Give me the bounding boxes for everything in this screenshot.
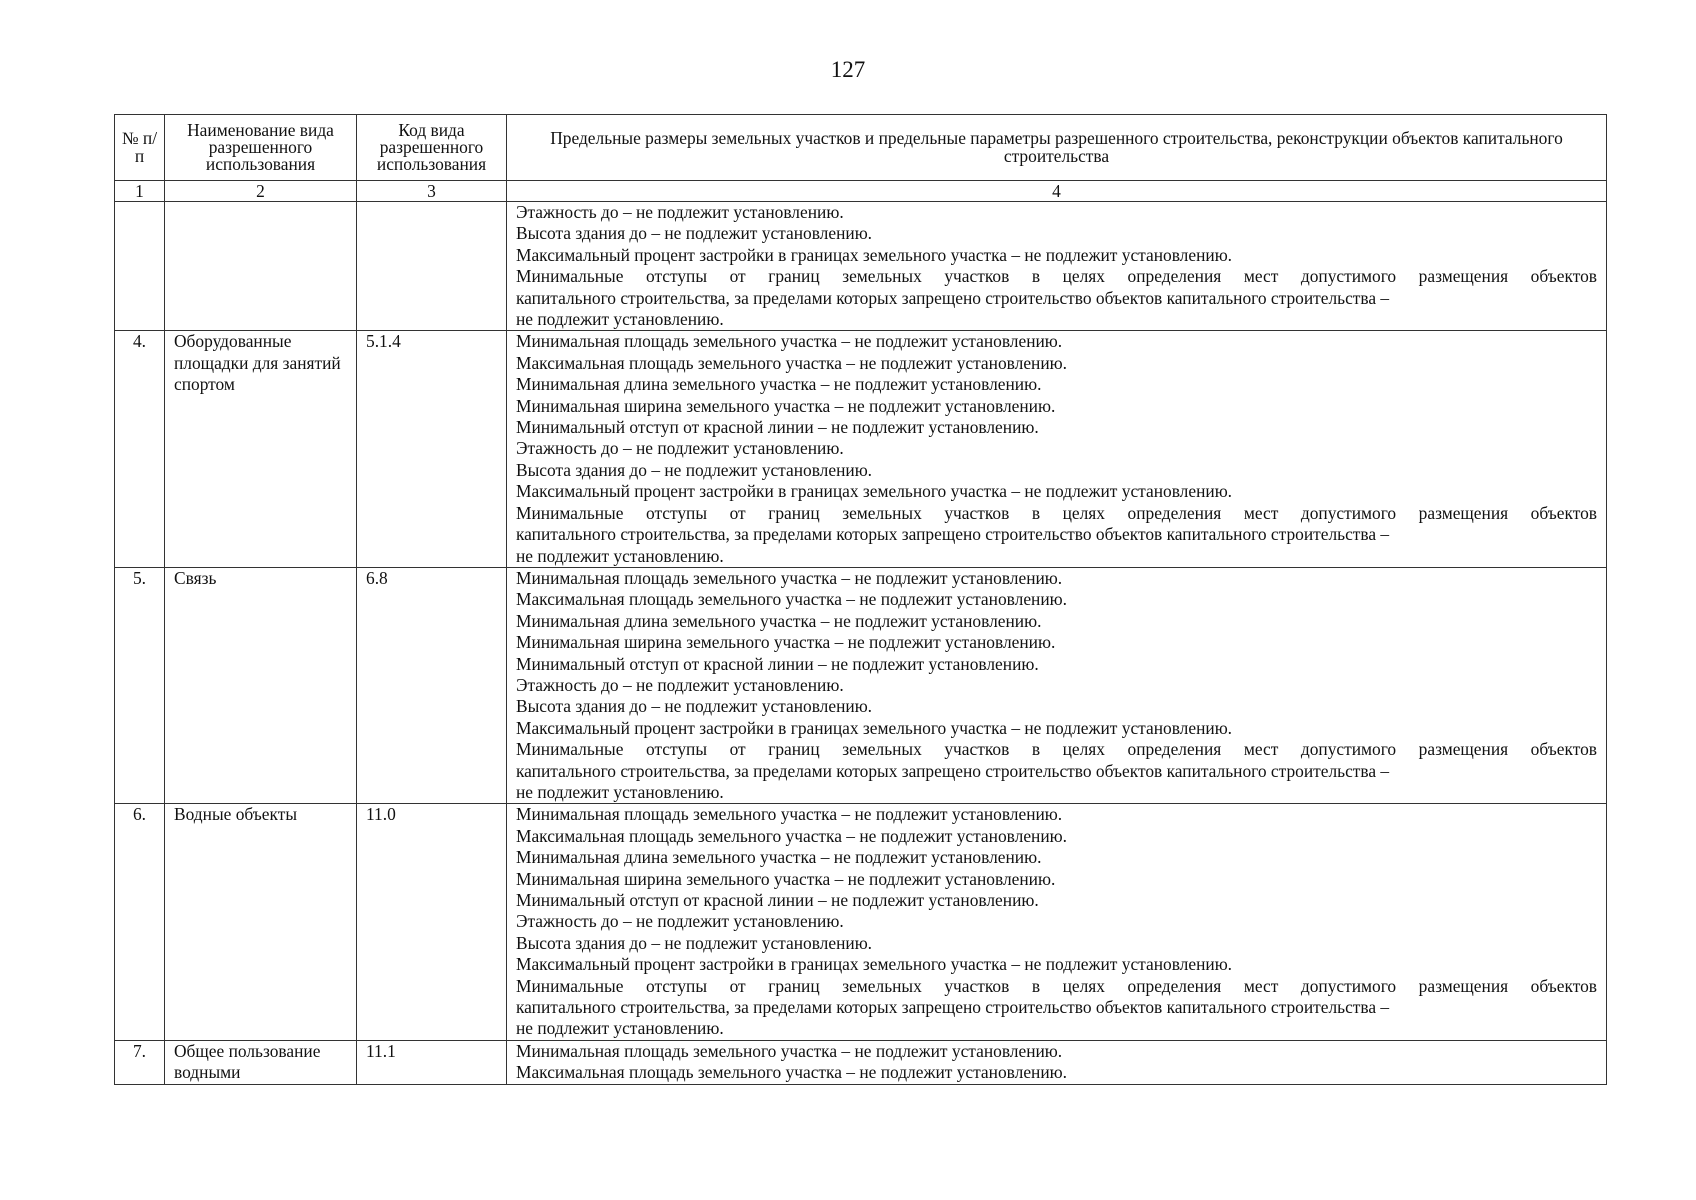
parameter-line: Минимальная длина земельного участка – не подлежит установлению.: [516, 847, 1042, 868]
parameters-cell: [507, 1040, 1607, 1084]
use-name: Оборудованные площадки для занятий спортом: [165, 331, 357, 567]
parameter-line: не подлежит установлению.: [516, 545, 724, 566]
parameter-line: Этажность до – не подлежит установлению.: [516, 202, 844, 222]
parameter-line: Высота здания до – не подлежит установлению.: [516, 696, 873, 717]
parameter-line: Минимальный отступ от красной линии – не подлежит установлению.: [516, 890, 1039, 910]
table-row: [115, 331, 1607, 567]
use-code: 11.0: [357, 804, 507, 1040]
header-use-name: Наименование вида разрешенного использования: [165, 115, 357, 181]
parameter-line: Минимальные отступы от границ земельных участков в целях определения мест допустимого размещения объектов: [516, 975, 1597, 996]
parameter-line: Максимальный процент застройки в границах земельного участка – не подлежит установлению.: [516, 481, 1233, 502]
parameter-line: Минимальные отступы от границ земельных участков в целях определения мест допустимого размещения объектов: [516, 502, 1597, 523]
parameter-line: Максимальная площадь земельного участка – не подлежит установлению.: [516, 352, 1067, 373]
row-number: 4.: [115, 331, 165, 567]
parameter-line: капитального строительства, за пределами которых запрещено строительство объектов капитального строительства –: [516, 997, 1390, 1018]
table-row: [115, 567, 1607, 803]
table-header-row: [115, 115, 1607, 181]
parameter-line: Этажность до – не подлежит установлению.: [516, 438, 844, 459]
parameters-cell: [507, 202, 1607, 331]
parameter-line: не подлежит установлению.: [516, 309, 724, 330]
table-body: [115, 202, 1607, 1085]
use-name: Связь: [165, 567, 357, 803]
parameter-line: Этажность до – не подлежит установлению.: [516, 674, 844, 695]
table-row: [115, 1040, 1607, 1084]
parameter-line: Минимальная площадь земельного участка – не подлежит установлению.: [516, 1040, 1063, 1061]
column-index-row: [115, 181, 1607, 202]
parameter-line: Максимальная площадь земельного участка – не подлежит установлению.: [516, 825, 1067, 846]
parameter-line: Минимальная ширина земельного участка – не подлежит установлению.: [516, 868, 1056, 889]
parameter-line: Минимальные отступы от границ земельных участков в целях определения мест допустимого размещения объектов: [516, 739, 1597, 760]
use-code: [357, 202, 507, 331]
page-number: 127: [830, 57, 866, 82]
parameter-line: капитального строительства, за пределами которых запрещено строительство объектов капитального строительства –: [516, 524, 1390, 545]
parameter-line: Максимальная площадь земельного участка – не подлежит установлению.: [516, 1062, 1067, 1083]
parameter-line: Максимальная площадь земельного участка – не подлежит установлению.: [516, 589, 1067, 610]
row-number: 7.: [115, 1040, 165, 1084]
table-row: [115, 202, 1607, 331]
use-code: 11.1: [357, 1040, 507, 1084]
parameter-line: Минимальная длина земельного участка – не подлежит установлению.: [516, 374, 1042, 395]
header-use-code: Код вида разрешенного использования: [357, 115, 507, 181]
parameter-line: Высота здания до – не подлежит установлению.: [516, 459, 873, 480]
header-number: № п/п: [115, 115, 165, 181]
parameter-line: Максимальный процент застройки в границах земельного участка – не подлежит установлению.: [516, 244, 1233, 265]
parameter-line: Минимальный отступ от красной линии – не подлежит установлению.: [516, 653, 1039, 674]
parameter-line: капитального строительства, за пределами которых запрещено строительство объектов капитального строительства –: [516, 760, 1390, 781]
use-code: 5.1.4: [357, 331, 507, 567]
parameter-line: Этажность до – не подлежит установлению.: [516, 911, 844, 932]
parameters-cell: [507, 804, 1607, 1040]
use-name: Водные объекты: [165, 804, 357, 1040]
parameter-line: Минимальный отступ от красной линии – не подлежит установлению.: [516, 417, 1039, 438]
parameter-line: Минимальная ширина земельного участка – не подлежит установлению.: [516, 395, 1056, 416]
column-index: 4: [507, 181, 1607, 202]
parameter-line: не подлежит установлению.: [516, 781, 724, 802]
use-name: Общее пользование водными: [165, 1040, 357, 1084]
column-index: 1: [115, 181, 165, 202]
column-index: 3: [357, 181, 507, 202]
parameter-line: не подлежит установлению.: [516, 1018, 724, 1039]
zoning-parameters-table: [114, 114, 1607, 1085]
parameter-line: Максимальный процент застройки в границах земельного участка – не подлежит установлению.: [516, 954, 1233, 975]
parameter-line: Минимальная площадь земельного участка – не подлежит установлению.: [516, 567, 1063, 588]
column-index: 2: [165, 181, 357, 202]
parameter-line: Высота здания до – не подлежит установлению.: [516, 932, 873, 953]
use-name: [165, 202, 357, 331]
parameter-line: Минимальная площадь земельного участка – не подлежит установлению.: [516, 804, 1063, 825]
parameters-cell: [507, 567, 1607, 803]
parameter-line: Минимальные отступы от границ земельных участков в целях определения мест допустимого размещения объектов: [516, 266, 1597, 287]
parameters-cell: [507, 331, 1607, 567]
parameter-line: Высота здания до – не подлежит установлению.: [516, 223, 873, 244]
parameter-line: Минимальная ширина земельного участка – не подлежит установлению.: [516, 632, 1056, 653]
table-row: [115, 804, 1607, 1040]
parameter-line: Минимальная длина земельного участка – не подлежит установлению.: [516, 610, 1042, 631]
parameter-line: Максимальный процент застройки в границах земельного участка – не подлежит установлению.: [516, 717, 1233, 738]
row-number: 5.: [115, 567, 165, 803]
header-parameters: Предельные размеры земельных участков и предельные параметры разрешенного строительства, реконструкции объектов капитального строительства: [507, 115, 1607, 181]
use-code: 6.8: [357, 567, 507, 803]
row-number: 6.: [115, 804, 165, 1040]
row-number: [115, 202, 165, 331]
parameter-line: Минимальная площадь земельного участка – не подлежит установлению.: [516, 331, 1063, 352]
parameter-line: капитального строительства, за пределами которых запрещено строительство объектов капитального строительства –: [516, 287, 1390, 308]
